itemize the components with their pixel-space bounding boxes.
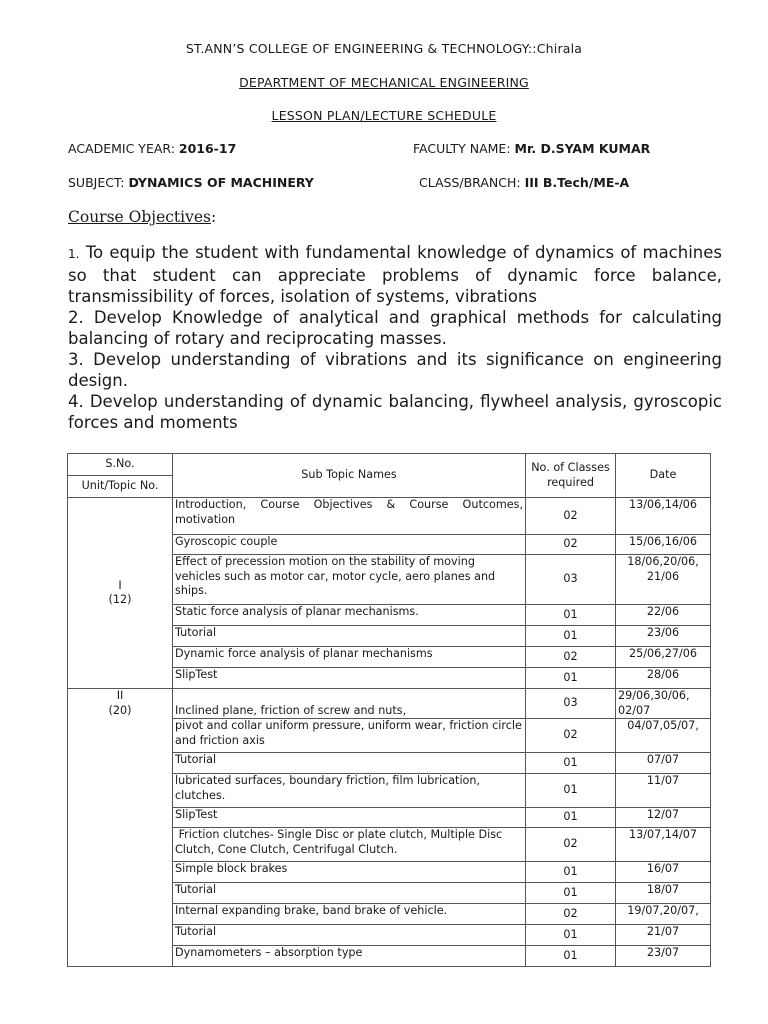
- date-cell: 11/07: [616, 774, 711, 808]
- subtopic-cell: Internal expanding brake, band brake of vehicle.: [173, 904, 526, 925]
- classes-cell: 03: [526, 689, 616, 719]
- classes-cell: 02: [526, 535, 616, 555]
- unit-hours: (20): [108, 703, 132, 717]
- classes-cell: 01: [526, 862, 616, 883]
- date-cell: 15/06,16/06: [616, 535, 711, 555]
- subtopic-cell: Tutorial: [173, 883, 526, 904]
- subtopic-cell: Static force analysis of planar mechanisms.: [173, 605, 526, 626]
- classes-cell: 02: [526, 904, 616, 925]
- subtopic-cell: Introduction, Course Objectives & Course Outcomes, motivation: [173, 498, 526, 535]
- academic-year: [68, 141, 236, 156]
- classes-cell: 02: [526, 719, 616, 753]
- classes-cell: 01: [526, 808, 616, 828]
- date-cell: 29/06,30/06, 02/07: [616, 689, 711, 719]
- date-cell: 12/07: [616, 808, 711, 828]
- subtopic-cell: Tutorial: [173, 753, 526, 774]
- subtopic-cell: Inclined plane, friction of screw and nuts,: [173, 689, 526, 719]
- subtopic-cell: Tutorial: [173, 626, 526, 647]
- date-cell: 04/07,05/07,: [616, 719, 711, 753]
- unit-label: I: [118, 578, 122, 592]
- date-cell: 22/06: [616, 605, 711, 626]
- date-cell: 18/06,20/06, 21/06: [616, 555, 711, 605]
- table-row: [68, 689, 711, 719]
- classes-cell: 01: [526, 753, 616, 774]
- subtopic-cell: Dynamometers – absorption type: [173, 946, 526, 967]
- col-header-subtopic: Sub Topic Names: [173, 454, 526, 498]
- unit-hours: (12): [108, 593, 132, 606]
- classes-cell: 01: [526, 668, 616, 689]
- objective-item: 4. Develop understanding of dynamic balancing, flywheel analysis, gyroscopic forces and moments: [68, 392, 722, 432]
- unit-cell: [68, 689, 173, 967]
- subtopic-cell: Tutorial: [173, 925, 526, 946]
- objective-item: 3. Develop understanding of vibrations and its significance on engineering design.: [68, 350, 722, 390]
- unit-cell: [68, 498, 173, 689]
- subtopic-cell: Effect of precession motion on the stability of moving vehicles such as motor car, motor cycle, aero planes and ships.: [173, 555, 526, 605]
- date-cell: 13/06,14/06: [616, 498, 711, 535]
- objectives-title: Course Objectives: [68, 208, 211, 226]
- faculty-value: Mr. D.SYAM KUMAR: [514, 141, 651, 156]
- date-cell: 07/07: [616, 753, 711, 774]
- classes-cell: 02: [526, 498, 616, 535]
- document-title: LESSON PLAN/LECTURE SCHEDULE: [271, 108, 497, 123]
- department-title: DEPARTMENT OF MECHANICAL ENGINEERING: [239, 75, 529, 90]
- subject: [68, 175, 314, 190]
- date-cell: 13/07,14/07: [616, 828, 711, 862]
- class-value: III B.Tech/ME-A: [524, 175, 630, 190]
- subtopic-cell: Gyroscopic couple: [173, 535, 526, 555]
- col-header-date: Date: [616, 454, 711, 498]
- classes-cell: 01: [526, 946, 616, 967]
- subtopic-cell: Friction clutches- Single Disc or plate clutch, Multiple Disc Clutch, Cone Clutch, Centrifugal Clutch.: [173, 828, 526, 862]
- col-header-sno: S.No.: [68, 454, 173, 476]
- college-name: ST.ANN’S COLLEGE OF ENGINEERING & TECHNOLOGY::Chirala: [185, 41, 583, 56]
- classes-cell: 02: [526, 647, 616, 668]
- classes-cell: 01: [526, 883, 616, 904]
- classes-cell: 01: [526, 605, 616, 626]
- col-header-classes: No. of Classes required: [526, 454, 616, 498]
- date-cell: 23/06: [616, 626, 711, 647]
- date-cell: 23/07: [616, 946, 711, 967]
- table-row: [68, 498, 711, 535]
- subtopic-cell: SlipTest: [173, 668, 526, 689]
- faculty-label: FACULTY NAME:: [413, 141, 511, 156]
- classes-cell: 02: [526, 828, 616, 862]
- table-header-row: [68, 454, 711, 476]
- subject-value: DYNAMICS OF MACHINERY: [128, 175, 314, 190]
- class-branch: [419, 175, 629, 190]
- unit-label: II: [116, 689, 124, 702]
- date-cell: 19/07,20/07,: [616, 904, 711, 925]
- date-cell: 16/07: [616, 862, 711, 883]
- academic-year-label: ACADEMIC YEAR:: [68, 141, 175, 156]
- subtopic-cell: Dynamic force analysis of planar mechanisms: [173, 647, 526, 668]
- academic-year-value: 2016-17: [178, 141, 237, 156]
- subtopic-cell: pivot and collar uniform pressure, uniform wear, friction circle and friction axis: [173, 719, 526, 753]
- subtopic-cell: SlipTest: [173, 808, 526, 828]
- faculty-name: [413, 141, 650, 156]
- date-cell: 25/06,27/06: [616, 647, 711, 668]
- subtopic-cell: Simple block brakes: [173, 862, 526, 883]
- date-cell: 28/06: [616, 668, 711, 689]
- subject-label: SUBJECT:: [68, 175, 125, 190]
- subtopic-cell: lubricated surfaces, boundary friction, film lubrication, clutches.: [173, 774, 526, 808]
- objectives-list: [68, 242, 722, 433]
- lecture-schedule-table: [67, 453, 711, 967]
- classes-cell: 01: [526, 774, 616, 808]
- objectives-heading: Course Objectives:: [68, 208, 217, 226]
- classes-cell: 01: [526, 925, 616, 946]
- date-cell: 21/07: [616, 925, 711, 946]
- col-header-unit: Unit/Topic No.: [68, 476, 173, 498]
- date-cell: 18/07: [616, 883, 711, 904]
- objective-item: 1. To equip the student with fundamental knowledge of dynamics of machines so that student can appreciate problems of dynamic force balance, transmissibility of forces, isolation of systems, vibrations: [68, 243, 723, 306]
- classes-cell: 01: [526, 626, 616, 647]
- class-label: CLASS/BRANCH:: [419, 175, 521, 190]
- classes-cell: 03: [526, 555, 616, 605]
- objective-item: 2. Develop Knowledge of analytical and graphical methods for calculating balancing of rotary and reciprocating masses.: [68, 308, 723, 348]
